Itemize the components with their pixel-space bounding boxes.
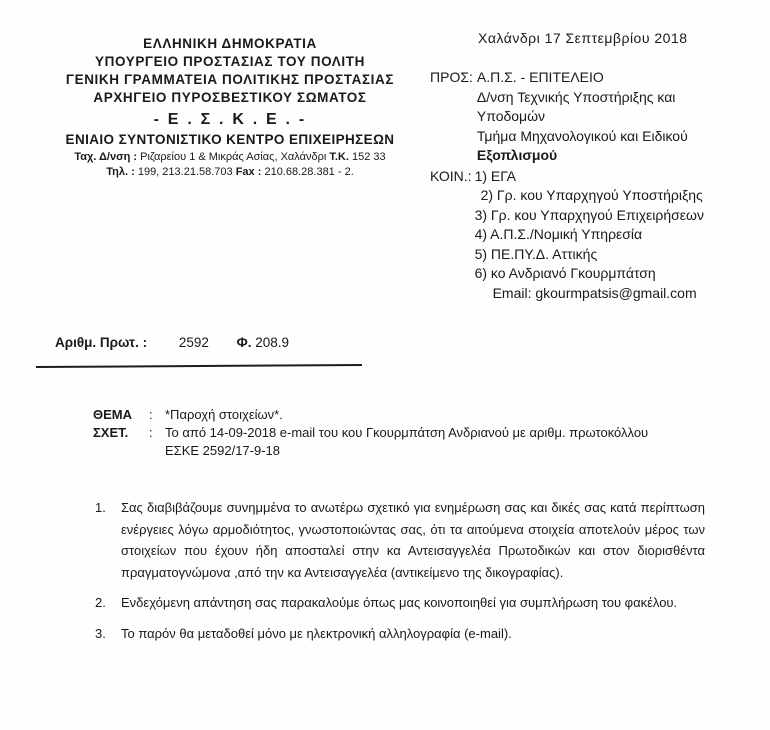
header-divider-rule	[36, 364, 362, 368]
list-item	[95, 592, 705, 614]
reference-value-line-2: ΕΣΚΕ 2592/17-9-18	[165, 443, 281, 458]
subject-block	[93, 406, 713, 460]
body-list	[95, 497, 705, 644]
reference-row	[93, 424, 713, 460]
letterhead-subtitle: ΕΝΙΑΙΟ ΣΥΝΤΟΝΙΣΤΙΚΟ ΚΕΝΤΡΟ ΕΠΙΧΕΙΡΗΣΕΩΝ	[65, 132, 395, 147]
recipient-column	[430, 30, 760, 303]
list-item-text: Ενδεχόμενη απάντηση σας παρακαλούμε όπως μας κοινοποιηθεί για συμπλήρωση του φακέλου.	[121, 595, 678, 610]
file-number: 208.9	[255, 335, 290, 350]
file-number-group	[237, 335, 289, 350]
postcode-value: 152 33	[352, 151, 386, 163]
letterhead-line-4: ΑΡΧΗΓΕΙΟ ΠΥΡΟΣΒΕΣΤΙΚΟΥ ΣΩΜΑΤΟΣ	[93, 90, 367, 105]
cc-item: 6) κο Ανδριανό Γκουρμπάτση	[474, 265, 656, 281]
list-item-number: 1.	[95, 500, 106, 515]
fax-label: Fax :	[235, 166, 262, 178]
to-line: Α.Π.Σ. - ΕΠΙΤΕΛΕΙΟ	[476, 69, 604, 85]
to-line: Υποδομών	[476, 108, 546, 124]
cc-block	[430, 167, 760, 304]
cc-email: Email: gkourmpatsis@gmail.com	[492, 284, 697, 301]
letterhead-acronym: - Ε . Σ . Κ . Ε . -	[153, 111, 307, 128]
postcode-label: Τ.Κ.	[329, 151, 349, 163]
to-block	[430, 68, 760, 166]
to-line: Δ/νση Τεχνικής Υποστήριξης και	[476, 88, 676, 105]
phone-label: Τηλ. :	[106, 166, 135, 178]
to-lines	[477, 68, 760, 166]
reference-colon: :	[149, 425, 153, 440]
protocol-label: Αριθμ. Πρωτ. :	[55, 335, 148, 350]
to-label: ΠΡΟΣ:	[430, 69, 473, 85]
document-header	[0, 30, 770, 330]
address-label: Ταχ. Δ/νση :	[74, 151, 138, 163]
to-line: Εξοπλισμού	[476, 147, 558, 163]
letterhead	[30, 35, 430, 180]
cc-item: 3) Γρ. κου Υπαρχηγού Επιχειρήσεων	[474, 206, 704, 223]
letterhead-line-3: ΓΕΝΙΚΗ ΓΡΑΜΜΑΤΕΙΑ ΠΟΛΙΤΙΚΗΣ ΠΡΟΣΤΑΣΙΑΣ	[65, 72, 395, 87]
list-item	[95, 497, 705, 583]
address-value: Ριζαρείου 1 & Μικράς Ασίας, Χαλάνδρι	[140, 151, 327, 163]
letterhead-phone	[30, 165, 430, 180]
cc-item: 5) ΠΕ.ΠΥ.Δ. Αττικής	[474, 245, 598, 262]
reference-label: ΣΧΕΤ.	[93, 425, 129, 440]
list-item	[95, 623, 705, 645]
date-line: Χαλάνδρι 17 Σεπτεμβρίου 2018	[478, 30, 688, 46]
list-item-text: Σας διαβιβάζουμε συνημμένα το ανωτέρω σχετικό για ενημέρωση σας και δικές σας κατά περίπτωση ενέργειες λόγω αρμοδιότητος, γνωστοποιώντας σας, ότι τα αιτούμενα στοιχεία αποτελούν μέρος των στοιχείων που έχουν ήδη αποσταλεί στην κα Αντεισαγγελέα Πρωτοδικών και στον διορισθέντα πραγματογνώμονα ,από την κα Αντεισαγγελέα (αντικείμενο της δικογραφίας).	[121, 500, 705, 580]
cc-list	[475, 167, 760, 304]
letterhead-line-2: ΥΠΟΥΡΓΕΙΟ ΠΡΟΣΤΑΣΙΑΣ ΤΟΥ ΠΟΛΙΤΗ	[95, 54, 365, 69]
to-line: Τμήμα Μηχανολογικού και Ειδικού	[476, 127, 688, 144]
letterhead-line-1: ΕΛΛΗΝΙΚΗ ΔΗΜΟΚΡΑΤΙΑ	[143, 36, 317, 51]
cc-item: 4) Α.Π.Σ./Νομική Υπηρεσία	[474, 226, 643, 242]
protocol-block	[55, 335, 289, 350]
letterhead-address	[30, 150, 430, 165]
theme-row	[93, 406, 713, 424]
theme-value: *Παροχή στοιχείων*.	[165, 407, 283, 422]
list-item-number: 3.	[95, 625, 106, 641]
phone-value: 199, 213.21.58.703	[137, 166, 233, 178]
cc-item: 1) ΕΓΑ	[474, 167, 517, 184]
file-label: Φ.	[236, 335, 252, 350]
reference-value-line-1: Το από 14-09-2018 e-mail του κου Γκουρμπάτση Ανδριανού με αριθμ. πρωτοκόλλου	[165, 425, 649, 440]
reference-value	[165, 424, 713, 460]
cc-item: 2) Γρ. κου Υπαρχηγού Υποστήριξης	[480, 187, 703, 203]
list-item-number: 2.	[95, 595, 106, 610]
protocol-number: 2592	[178, 335, 209, 350]
theme-label: ΘΕΜΑ	[93, 407, 132, 422]
fax-value: 210.68.28.381 - 2.	[264, 166, 354, 178]
theme-colon: :	[149, 407, 153, 422]
list-item-text: Το παρόν θα μεταδοθεί μόνο με ηλεκτρονική αλληλογραφία (e-mail).	[121, 625, 512, 641]
cc-label: ΚΟΙΝ.:	[430, 167, 472, 184]
